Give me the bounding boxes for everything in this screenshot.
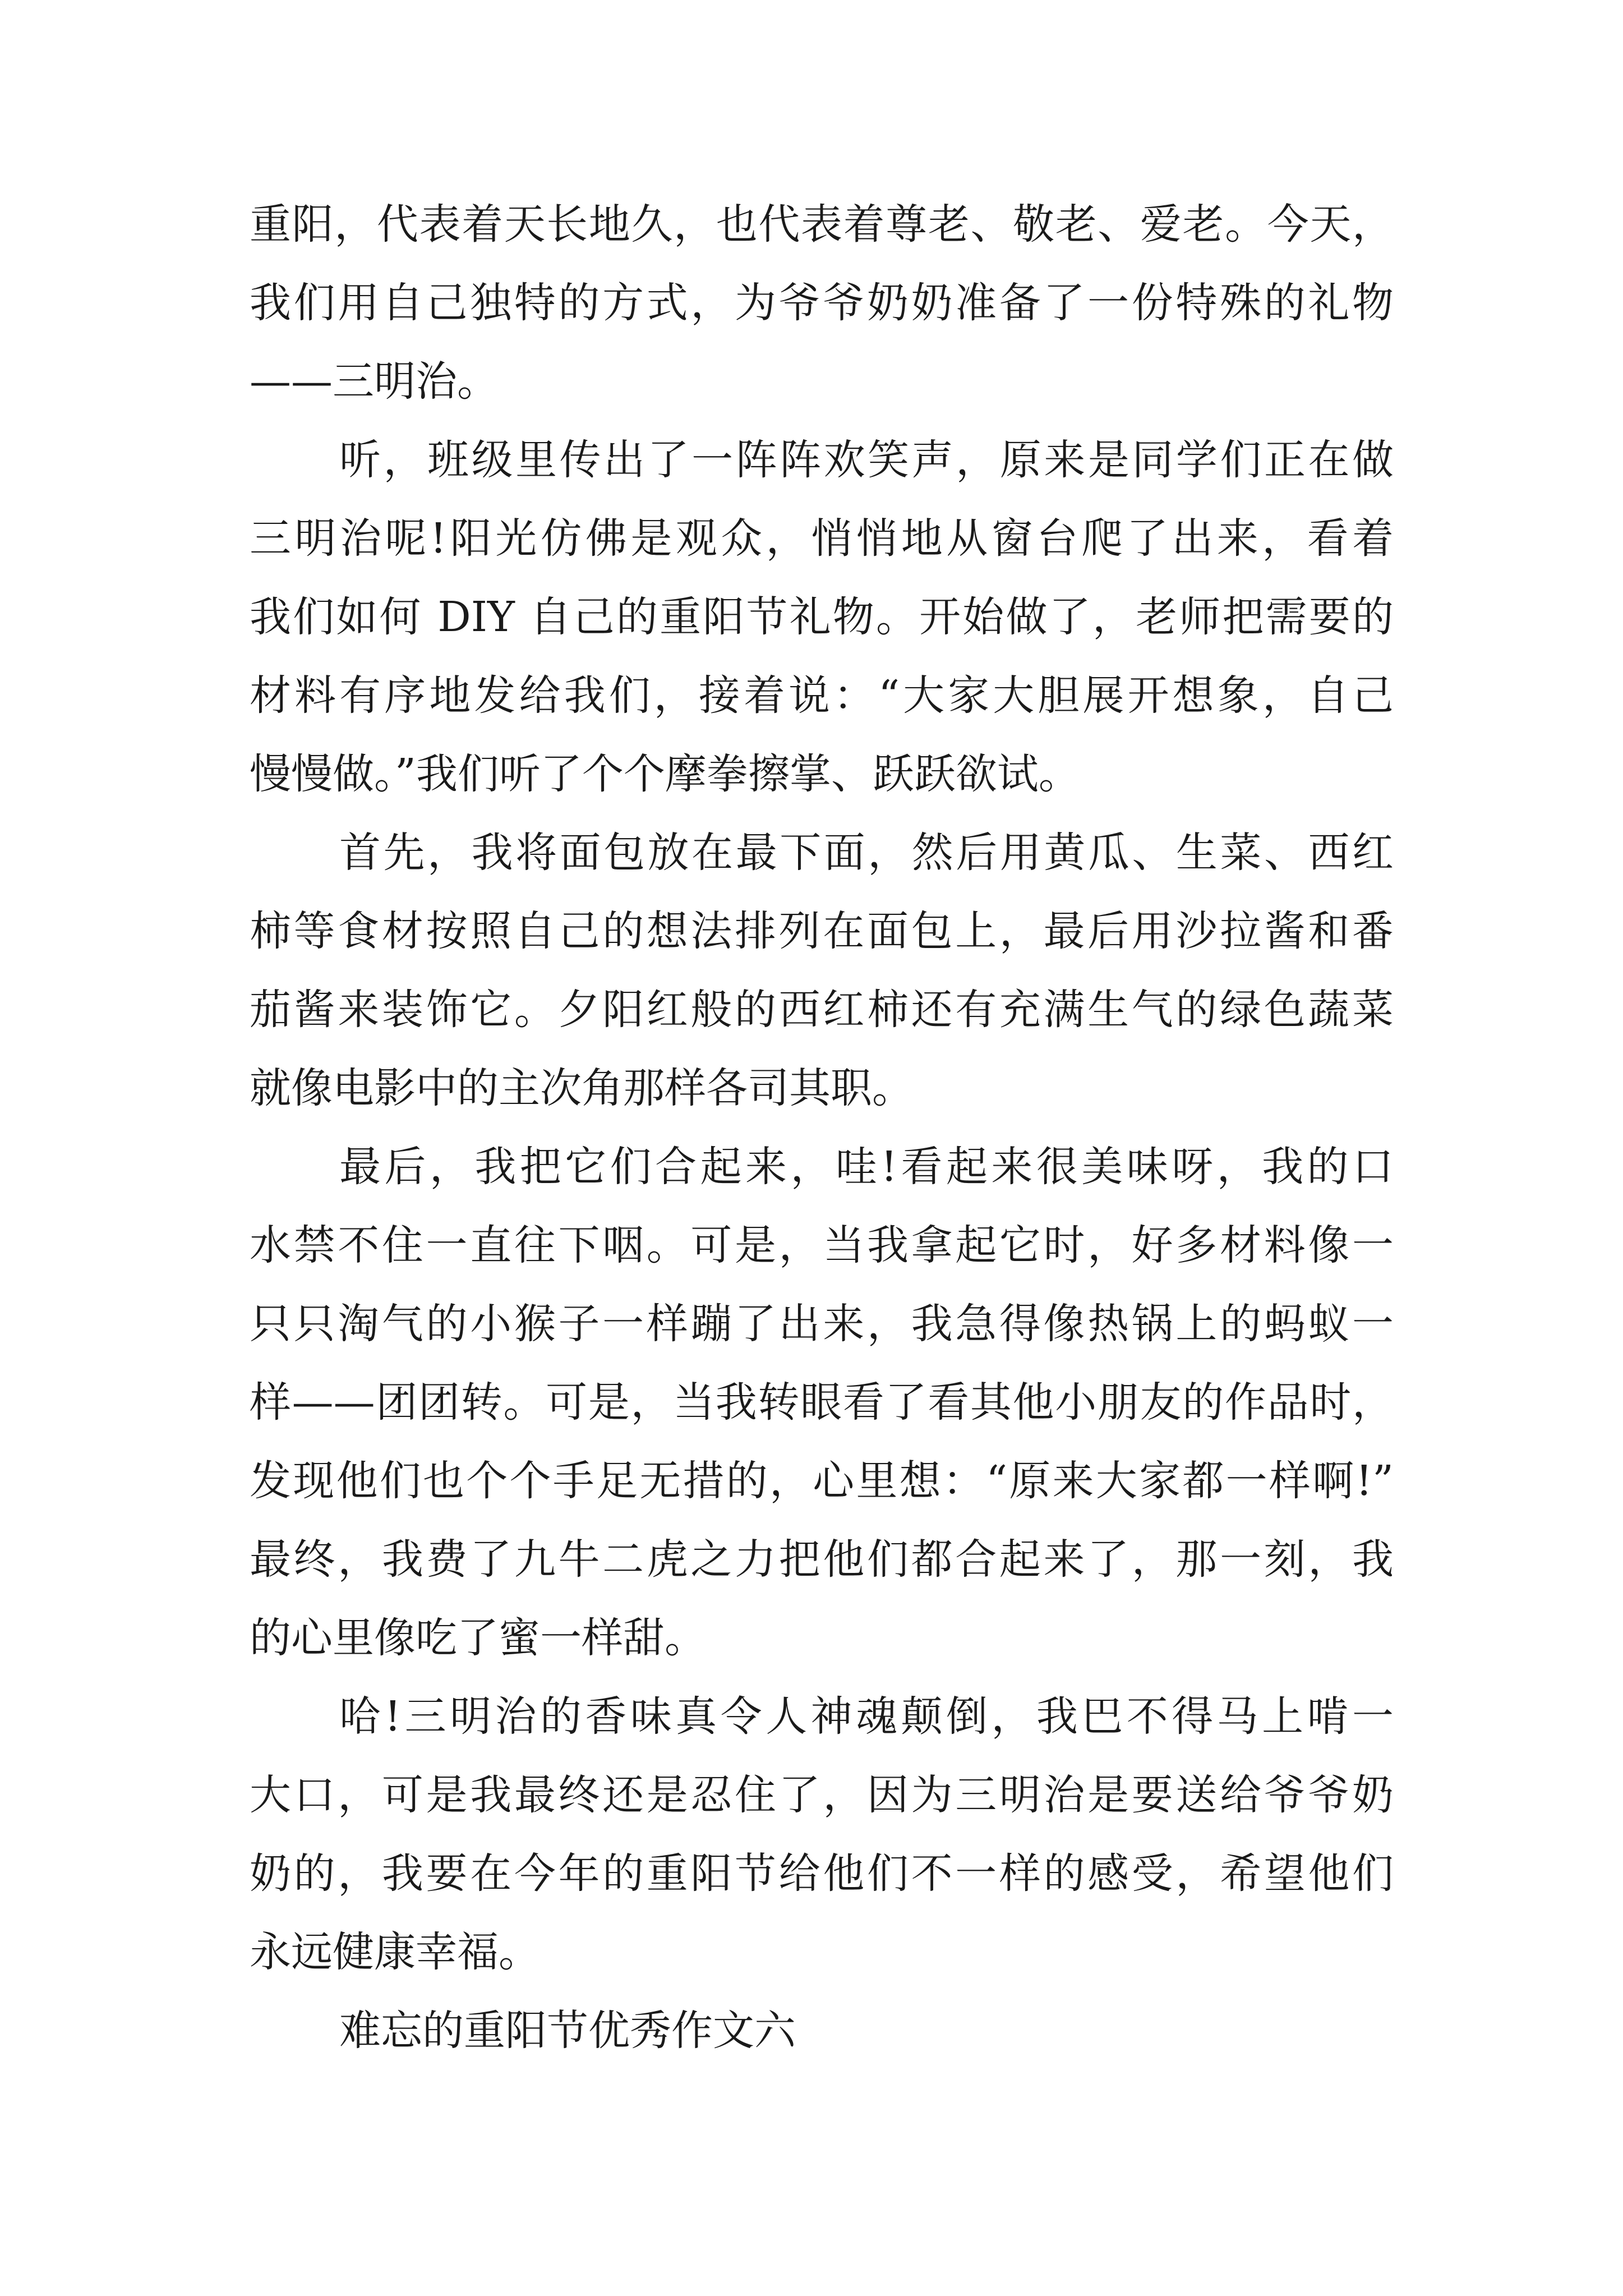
text-line: 永远健康幸福。 [250,1928,540,1976]
paragraph-first-line: 哈!三明治的香味真令人神魂颠倒，我巴不得马上啃一 [339,1692,1394,1741]
text-line: 我们用自己独特的方式，为爷爷奶奶准备了一份特殊的礼物 [250,279,1394,327]
section-heading: 难忘的重阳节优秀作文六 [339,2007,796,2055]
text-line: 样——团团转。可是，当我转眼看了看其他小朋友的作品时， [250,1378,1394,1427]
text-line: 的心里像吃了蜜一样甜。 [250,1614,706,1662]
text-line: 奶的，我要在今年的重阳节给他们不一样的感受，希望他们 [250,1849,1394,1898]
text-line: ——三明治。 [250,357,499,406]
text-line: 柿等食材按照自己的想法排列在面包上，最后用沙拉酱和番 [250,907,1394,955]
paragraph-first-line: 听，班级里传出了一阵阵欢笑声，原来是同学们正在做 [339,436,1394,484]
text-line: 慢慢做。”我们听了个个摩拳擦掌、跃跃欲试。 [250,750,1080,798]
text-line: 最终，我费了九牛二虎之力把他们都合起来了，那一刻，我 [250,1535,1394,1584]
text-line: 大口，可是我最终还是忍住了，因为三明治是要送给爷爷奶 [250,1771,1394,1819]
text-line: 重阳，代表着天长地久，也代表着尊老、敬老、爱老。今天， [250,200,1394,249]
text-line: 茄酱来装饰它。夕阳红般的西红柿还有充满生气的绿色蔬菜 [250,986,1394,1034]
text-line: 三明治呢!阳光仿佛是观众，悄悄地从窗台爬了出来，看着 [250,514,1394,563]
text-line: 材料有序地发给我们，接着说：“大家大胆展开想象，自己 [250,671,1394,720]
text-line: 就像电影中的主次角那样各司其职。 [250,1064,914,1112]
text-line: 我们如何 DIY 自己的重阳节礼物。开始做了，老师把需要的 [250,593,1394,641]
paragraph-first-line: 最后，我把它们合起来，哇!看起来很美味呀，我的口 [339,1143,1394,1191]
paragraph-first-line: 首先，我将面包放在最下面，然后用黄瓜、生菜、西红 [339,829,1394,877]
text-line: 水禁不住一直往下咽。可是，当我拿起它时，好多材料像一 [250,1221,1394,1269]
text-line: 只只淘气的小猴子一样蹦了出来，我急得像热锅上的蚂蚁一 [250,1300,1394,1348]
text-line: 发现他们也个个手足无措的，心里想：“原来大家都一样啊!” [250,1457,1394,1505]
